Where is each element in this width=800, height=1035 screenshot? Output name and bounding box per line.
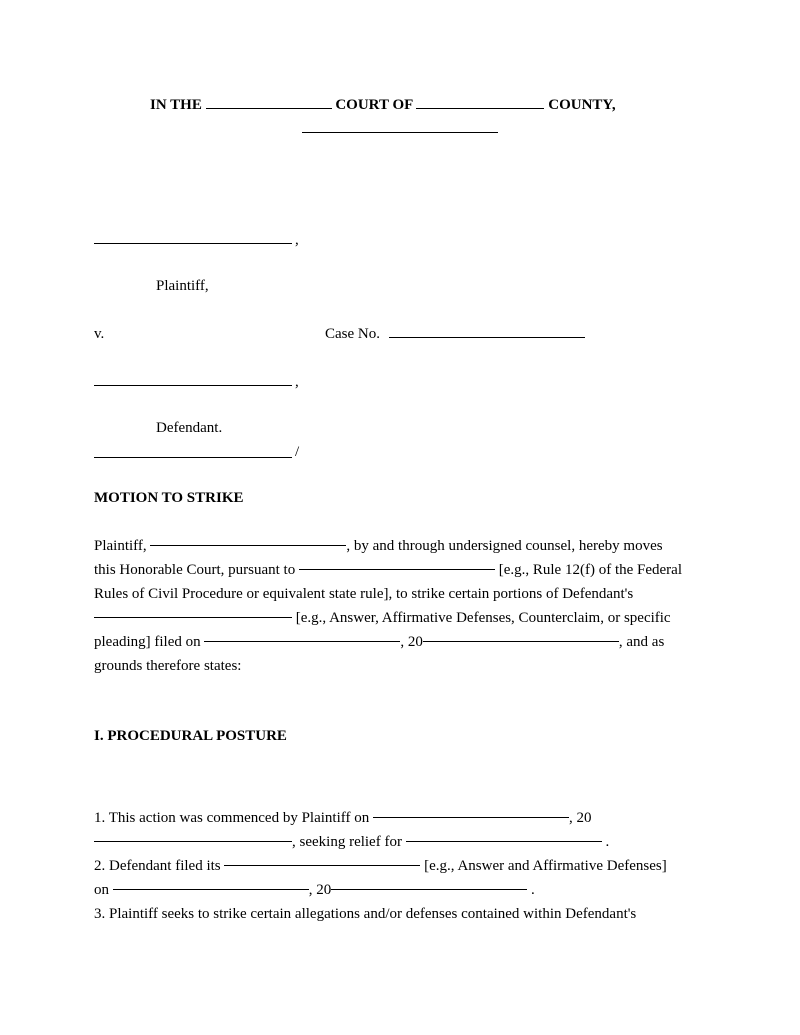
motion-line-6 xyxy=(94,654,714,678)
item-text: . xyxy=(531,882,535,898)
defendant-label: Defendant. xyxy=(156,420,223,436)
motion-text: [e.g., Answer, Affirmative Defenses, Counterclaim, or specific xyxy=(295,610,671,626)
defendant-comma: , xyxy=(295,374,299,390)
caption-county: COUNTY, xyxy=(548,97,616,113)
defendant-name-blank[interactable] xyxy=(94,385,292,386)
filing-year-field[interactable] xyxy=(423,640,619,642)
motion-line-5 xyxy=(94,630,714,654)
motion-line-3 xyxy=(94,582,714,606)
case-no-label: Case No. xyxy=(325,326,380,342)
caption-closing-line xyxy=(94,457,292,458)
state-name-blank[interactable] xyxy=(302,132,498,133)
plaintiff-name-blank[interactable] xyxy=(94,243,292,244)
commencement-year-field[interactable] xyxy=(94,840,292,842)
rule-field[interactable] xyxy=(299,568,495,570)
motion-text: , 20 xyxy=(400,634,423,650)
filing-date-field[interactable] xyxy=(204,640,400,642)
section-heading: I. PROCEDURAL POSTURE xyxy=(94,728,287,744)
case-number-blank[interactable] xyxy=(389,337,585,338)
relief-field[interactable] xyxy=(406,840,602,842)
item-text: . xyxy=(605,834,610,850)
motion-text: , by and through undersigned counsel, hereby moves xyxy=(346,538,663,554)
list-item xyxy=(94,806,714,830)
county-name-blank[interactable] xyxy=(416,107,544,109)
list-item xyxy=(94,902,714,926)
item-text: , 20 xyxy=(308,882,332,898)
motion-text: [e.g., Rule 12(f) of the Federal xyxy=(498,562,683,578)
commencement-date-field[interactable] xyxy=(373,816,569,818)
plaintiff-comma: , xyxy=(295,232,299,248)
motion-line-2 xyxy=(94,558,714,582)
motion-text: this Honorable Court, pursuant to xyxy=(94,562,296,578)
item-text: , 20 xyxy=(568,810,592,826)
item-text: , seeking relief for xyxy=(292,834,402,850)
motion-text: grounds therefore states: xyxy=(94,658,242,674)
court-name-blank[interactable] xyxy=(206,107,332,109)
motion-text: pleading] filed on xyxy=(94,634,201,650)
defendant-filing-date-field[interactable] xyxy=(113,888,309,890)
pleading-type-field[interactable] xyxy=(94,616,292,618)
caption-line xyxy=(150,96,616,114)
versus-label: v. xyxy=(94,326,105,342)
motion-line-1 xyxy=(94,534,714,558)
item-text: on xyxy=(94,882,109,898)
motion-text: , and as xyxy=(618,634,665,650)
motion-paragraph xyxy=(94,534,714,678)
item-text: 3. Plaintiff seeks to strike certain allegations and/or defenses contained within Defendant's xyxy=(94,906,637,922)
motion-line-4 xyxy=(94,606,714,630)
list-item-continued xyxy=(94,878,714,902)
list-item xyxy=(94,854,714,878)
caption-court-of: COURT OF xyxy=(335,97,413,113)
defendant-filing-year-field[interactable] xyxy=(331,888,527,890)
procedural-posture-list xyxy=(94,806,714,926)
item-text: 1. This action was commenced by Plaintiff on xyxy=(94,810,370,826)
defendant-filing-field[interactable] xyxy=(224,864,420,866)
motion-title: MOTION TO STRIKE xyxy=(94,490,244,506)
item-text: 2. Defendant filed its xyxy=(94,858,221,874)
caption-slash: / xyxy=(295,444,300,460)
plaintiff-name-field[interactable] xyxy=(150,544,346,546)
plaintiff-label: Plaintiff, xyxy=(156,278,209,294)
motion-text: Rules of Civil Procedure or equivalent state rule], to strike certain portions of Defendant's xyxy=(94,586,634,602)
list-item-continued xyxy=(94,830,714,854)
motion-text: Plaintiff, xyxy=(94,538,147,554)
item-text: [e.g., Answer and Affirmative Defenses] xyxy=(424,858,667,874)
caption-in-the: IN THE xyxy=(150,97,202,113)
